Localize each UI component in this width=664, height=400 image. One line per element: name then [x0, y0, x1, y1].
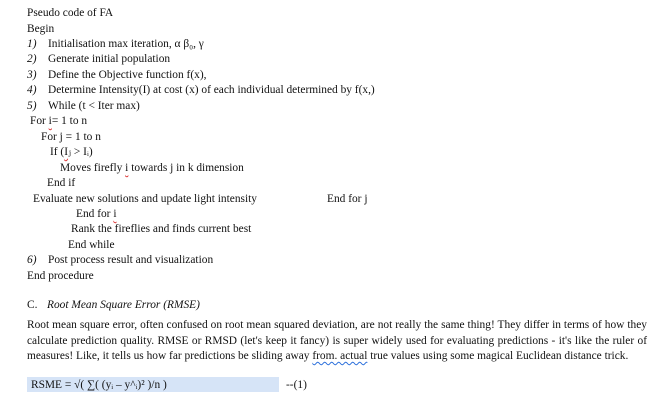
if-variable: I	[64, 146, 69, 158]
if-prefix: If (	[50, 146, 65, 158]
rmse-paragraph-text-a: Root mean square error, often confused on root mean squared deviation, are not really the same thing! They differ in terms of how they calculate prediction quality. RMSE or RMSD (let's keep it fancy) is super widely used for evaluating predictions - it's like the ruler of measures! Like, it tells us how far predictions be sliding away	[27, 319, 647, 363]
end-for-i-variable: i	[113, 208, 117, 220]
step-1-text: Initialisation max iteration, α β₀, γ	[48, 38, 204, 50]
pseudocode-title: Pseudo code of FA	[27, 7, 114, 19]
step-3-number: 3)	[27, 69, 37, 81]
evaluate-line: Evaluate new solutions and update light intensity	[33, 193, 257, 205]
for-i-prefix: For	[30, 115, 49, 127]
for-i-suffix: = 1 to n	[51, 115, 88, 127]
pseudocode-begin: Begin	[27, 23, 55, 35]
rmse-paragraph-flagged-words: from. actual	[312, 350, 368, 363]
formula-number: --(1)	[286, 379, 307, 391]
end-for-i-prefix: End for	[76, 208, 114, 220]
section-label: C.	[27, 299, 38, 311]
if-line	[50, 145, 93, 159]
rmse-formula: RSME = √( ∑( (yᵢ – y^ᵢ)² )/n )	[31, 379, 167, 391]
for-j-line: For j = 1 to n	[41, 131, 101, 143]
for-i-line	[30, 114, 87, 128]
rmse-paragraph-text-b: true values using some magical Euclidean distance trick.	[367, 350, 629, 363]
step-4-number: 4)	[27, 84, 37, 96]
end-for-j-line: End for j	[327, 193, 368, 205]
step-6-number: 6)	[27, 254, 37, 266]
end-procedure: End procedure	[27, 270, 94, 282]
moves-suffix: towards j in k dimension	[128, 162, 244, 174]
rmse-paragraph	[27, 318, 647, 365]
rank-line: Rank the fireflies and finds current best	[71, 223, 252, 235]
step-5-number: 5)	[27, 100, 37, 112]
moves-prefix: Moves firefly	[60, 162, 126, 174]
if-suffix: ⱼ > Iᵢ)	[68, 146, 93, 158]
for-i-variable: i	[48, 115, 52, 127]
step-1-number: 1)	[27, 38, 37, 50]
step-2-text: Generate initial population	[48, 53, 171, 65]
moves-variable: i	[125, 162, 129, 174]
step-6-text: Post process result and visualization	[48, 254, 214, 266]
step-3-text: Define the Objective function f(x),	[48, 69, 207, 81]
end-while-line: End while	[68, 239, 115, 251]
step-2-number: 2)	[27, 53, 37, 65]
step-5-text: While (t < Iter max)	[48, 100, 140, 112]
end-if-line: End if	[47, 177, 76, 189]
section-title: Root Mean Square Error (RMSE)	[47, 299, 200, 311]
end-for-i-line	[76, 207, 117, 221]
moves-line	[60, 161, 244, 175]
step-4-text: Determine Intensity(I) at cost (x) of each individual determined by f(x,)	[48, 84, 375, 96]
